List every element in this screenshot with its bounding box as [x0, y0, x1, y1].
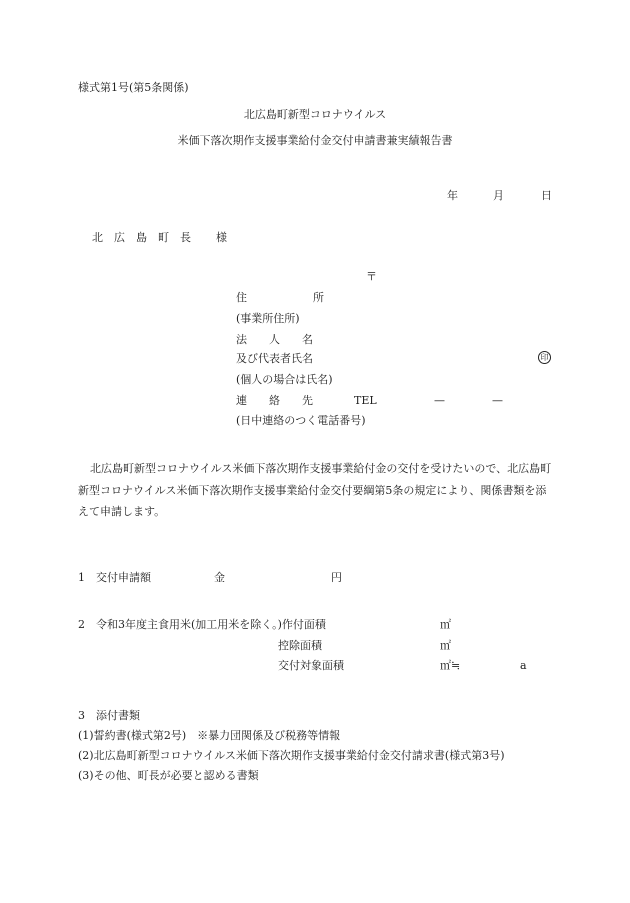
title-line-1: 北広島町新型コロナウイルス [243, 108, 387, 121]
daytime-phone-note: (日中連絡のつく電話番号) [236, 414, 366, 427]
corp-name-label: 法 人 名 [236, 333, 313, 346]
tel-label: TEL [354, 394, 377, 407]
target-area-label: 交付対象面積 [278, 659, 344, 672]
date-year: 年 [447, 189, 458, 202]
office-address-label: (事業所住所) [236, 312, 300, 325]
item3-label: 3 添付書類 [78, 709, 140, 722]
item2-label: 2 令和3年度主食用米(加工用米を除く。)作付面積 [78, 618, 326, 631]
form-number: 様式第1号(第5条関係) [78, 81, 189, 94]
title-line-2: 米価下落次期作支援事業給付金交付申請書兼実績報告書 [177, 134, 453, 147]
item1-currency-prefix: 金 [214, 571, 225, 584]
item1-label: 1 交付申請額 [78, 571, 151, 584]
individual-note: (個人の場合は氏名) [236, 373, 333, 386]
attachment-doc-2: (2)北広島町新型コロナウイルス米価下落次期作支援事業給付金交付請求書(様式第3号) [78, 749, 505, 762]
attachment-doc-1: (1)誓約書(様式第2号) ※暴力団関係及び税務等情報 [78, 729, 341, 742]
tel-dash-2: — [492, 394, 503, 407]
item1-unit: 円 [331, 571, 342, 584]
item2-unit-m2: ㎡ [440, 618, 451, 631]
addressee-name: 北 広 島 町 長 [92, 231, 191, 244]
representative-label: 及び代表者氏名 [236, 352, 313, 365]
date-month: 月 [493, 189, 504, 202]
postal-mark: 〒 [366, 270, 377, 283]
seal-mark: 印 [538, 351, 551, 364]
attachment-doc-3: (3)その他、町長が必要と認める書類 [78, 769, 259, 782]
contact-label: 連 絡 先 [236, 394, 313, 407]
tel-dash-1: — [434, 394, 445, 407]
address-label: 住 所 [236, 291, 324, 304]
deduction-unit: ㎡ [440, 639, 451, 652]
deduction-label: 控除面積 [278, 639, 322, 652]
date-day: 日 [541, 189, 552, 202]
are-unit: a [520, 659, 527, 672]
target-area-unit: ㎡≒ [440, 659, 461, 672]
application-statement: 北広島町新型コロナウイルス米価下落次期作支援事業給付金の交付を受けたいので、北広島町新型コロナウイルス米価下落次期作支援事業給付金交付要綱第5条の規定により、関係書類を添えて申請します。 [78, 462, 552, 518]
addressee-honorific: 様 [216, 231, 227, 244]
